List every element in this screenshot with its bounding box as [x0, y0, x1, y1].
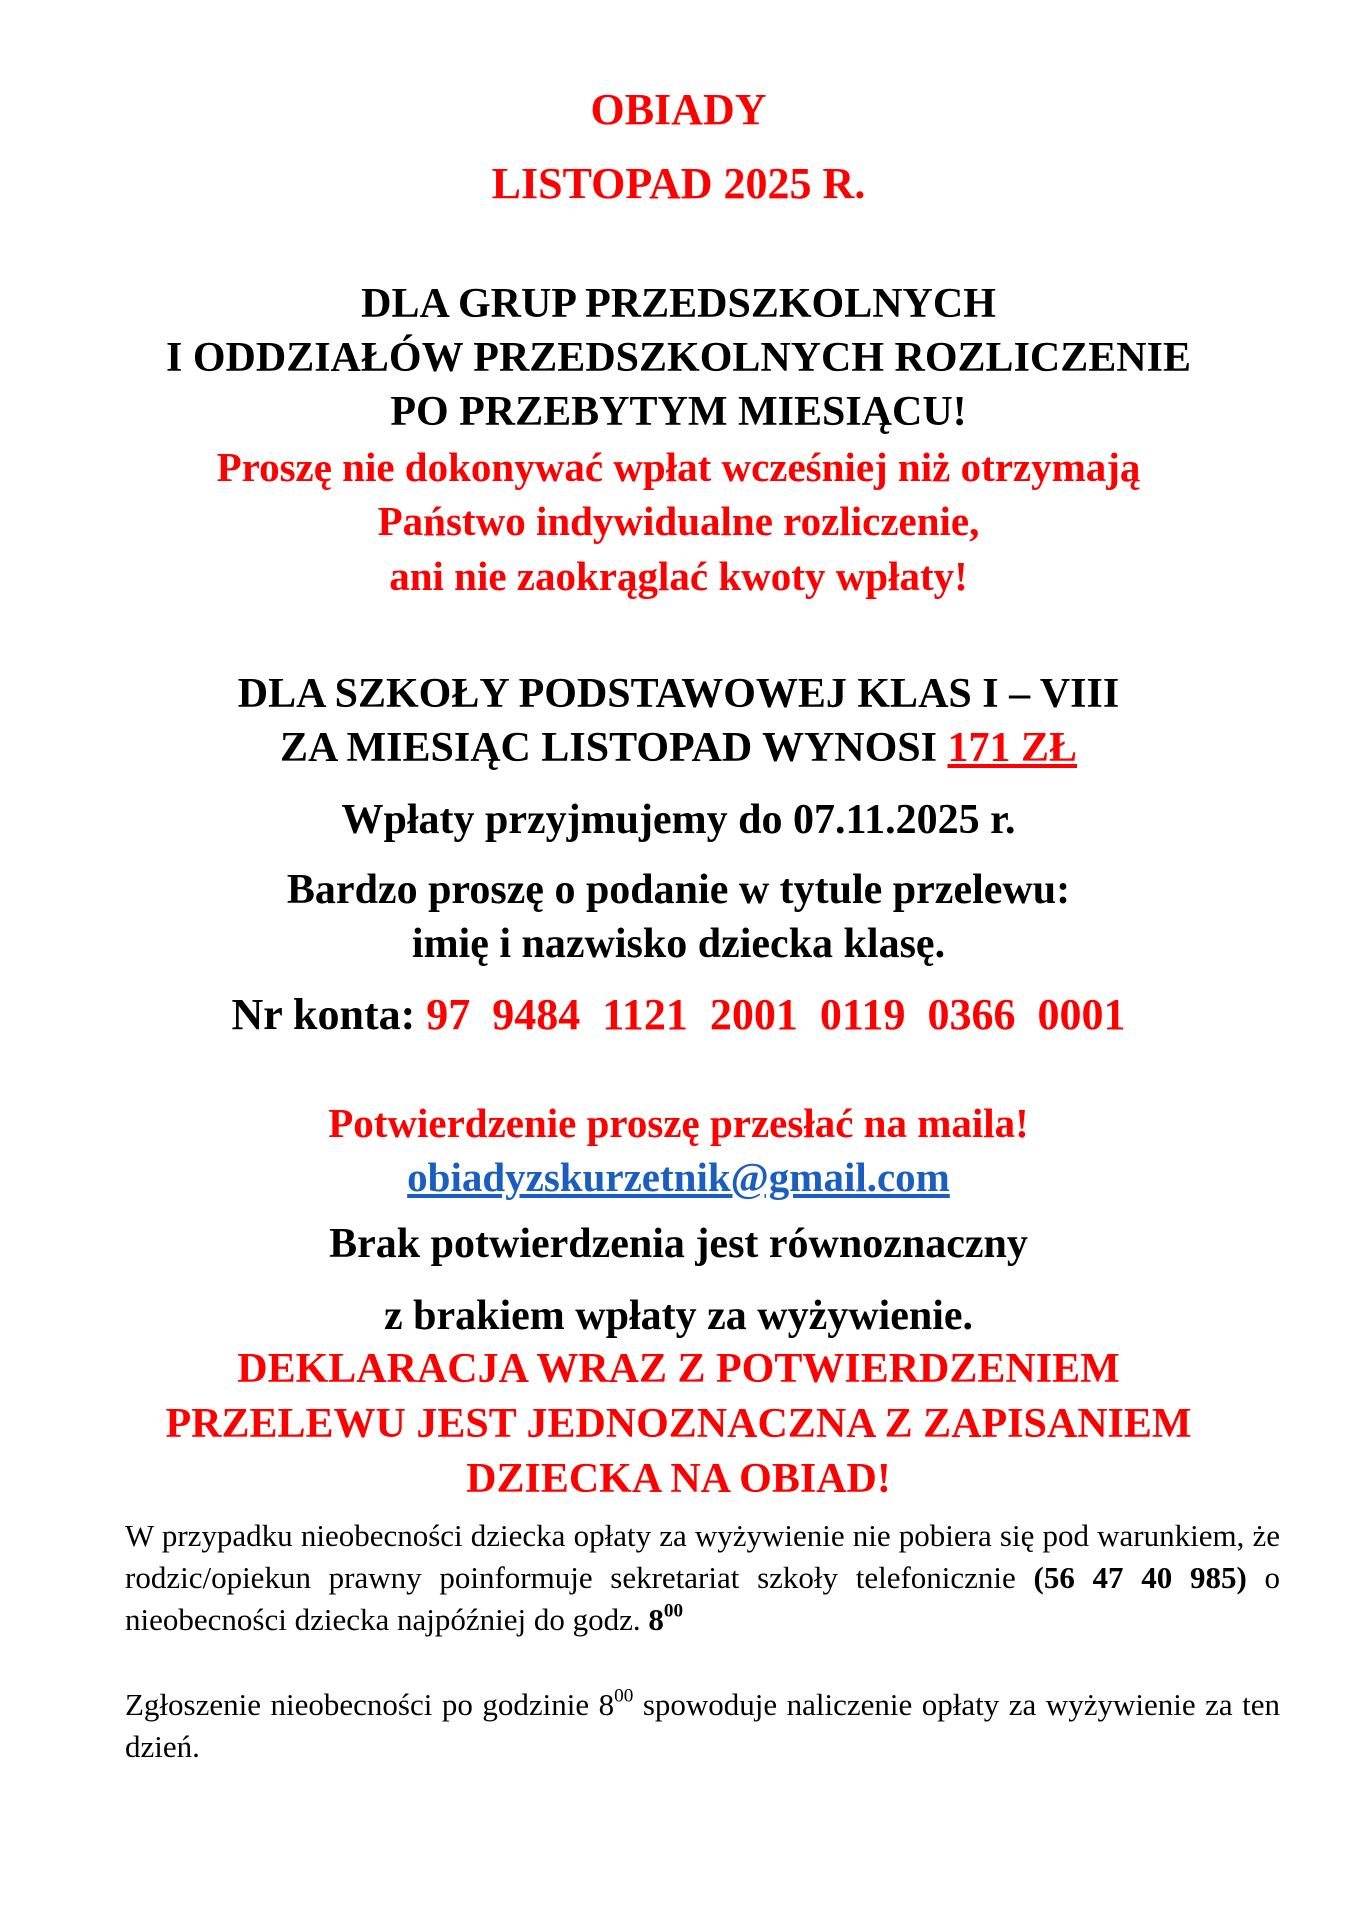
preschool-line-3: PO PRZEBYTYM MIESIĄCU! — [390, 389, 967, 435]
email-link[interactable]: obiadyzskurzetnik@gmail.com — [407, 1154, 950, 1200]
confirmation-note-2: z brakiem wpłaty za wyżywienie. — [383, 1293, 974, 1339]
preschool-warning-1: Proszę nie dokonywać wpłat wcześniej niż otrzymają — [216, 444, 1141, 490]
account-line — [0, 990, 1357, 1039]
preschool-line-1: DLA GRUP PRZEDSZKOLNYCH — [361, 281, 996, 327]
confirmation-request: Potwierdzenie proszę przesłać na maila! — [328, 1100, 1029, 1146]
account-number: 97 9484 1121 2001 0119 0366 0001 — [426, 990, 1126, 1039]
declaration-line-2: PRZELEWU JEST JEDNOZNACZNA Z ZAPISANIEM — [165, 1401, 1192, 1447]
absence-text-2: o nieobecności dziecka najpóźniej do godz. — [125, 1559, 1281, 1637]
late-hour-value: 8 — [598, 1687, 615, 1722]
school-line-2-text: ZA MIESIĄC LISTOPAD WYNOSI — [279, 725, 948, 771]
preschool-line-2: I ODDZIAŁÓW PRZEDSZKOLNYCH ROZLICZENIE — [166, 335, 1191, 381]
price-amount: 171 ZŁ — [947, 725, 1078, 771]
payment-deadline: Wpłaty przyjmujemy do 07.11.2025 r. — [341, 797, 1016, 843]
preschool-warning-3: ani nie zaokrąglać kwoty wpłaty! — [389, 553, 968, 599]
deadline-minutes: 00 — [663, 1600, 684, 1622]
deadline-hour — [648, 1602, 683, 1637]
email-line — [0, 1154, 1357, 1200]
confirmation-note-1: Brak potwierdzenia jest równoznaczny — [329, 1221, 1028, 1267]
preschool-warning-2: Państwo indywidualne rozliczenie, — [377, 498, 980, 544]
school-line-1: DLA SZKOŁY PODSTAWOWEJ KLAS I – VIII — [237, 671, 1120, 717]
school-phone: (56 47 40 985) — [1033, 1559, 1247, 1595]
transfer-title-request-2: imię i nazwisko dziecka klasę. — [411, 921, 946, 967]
transfer-title-request-1: Bardzo proszę o podanie w tytule przelewu: — [286, 867, 1071, 913]
declaration-line-1: DEKLARACJA WRAZ Z POTWIERDZENIEM — [237, 1346, 1120, 1392]
school-line-2 — [0, 727, 1357, 769]
absence-text-4: spowoduje naliczenie opłaty za wyżywienie za ten dzień. — [125, 1687, 1280, 1764]
late-minutes: 00 — [614, 1685, 634, 1707]
title-obiady: OBIADY — [590, 85, 767, 134]
absence-text-1: W przypadku nieobecności dziecka opłaty za wyżywienie nie pobiera się pod warunkiem, że rodzic/opiekun prawny poinformuje sekretariat szkoły telefonicznie — [125, 1518, 1280, 1595]
late-hour — [599, 1687, 634, 1722]
declaration-line-3: DZIECKA NA OBIAD! — [466, 1456, 891, 1502]
absence-text-3: Zgłoszenie nieobecności po godzinie — [125, 1687, 599, 1722]
deadline-hour-value: 8 — [648, 1601, 664, 1637]
absence-paragraph-1 — [125, 1515, 1280, 1641]
title-month: LISTOPAD 2025 R. — [491, 159, 866, 208]
account-label: Nr konta: — [231, 990, 427, 1039]
absence-paragraph-2 — [125, 1684, 1280, 1768]
